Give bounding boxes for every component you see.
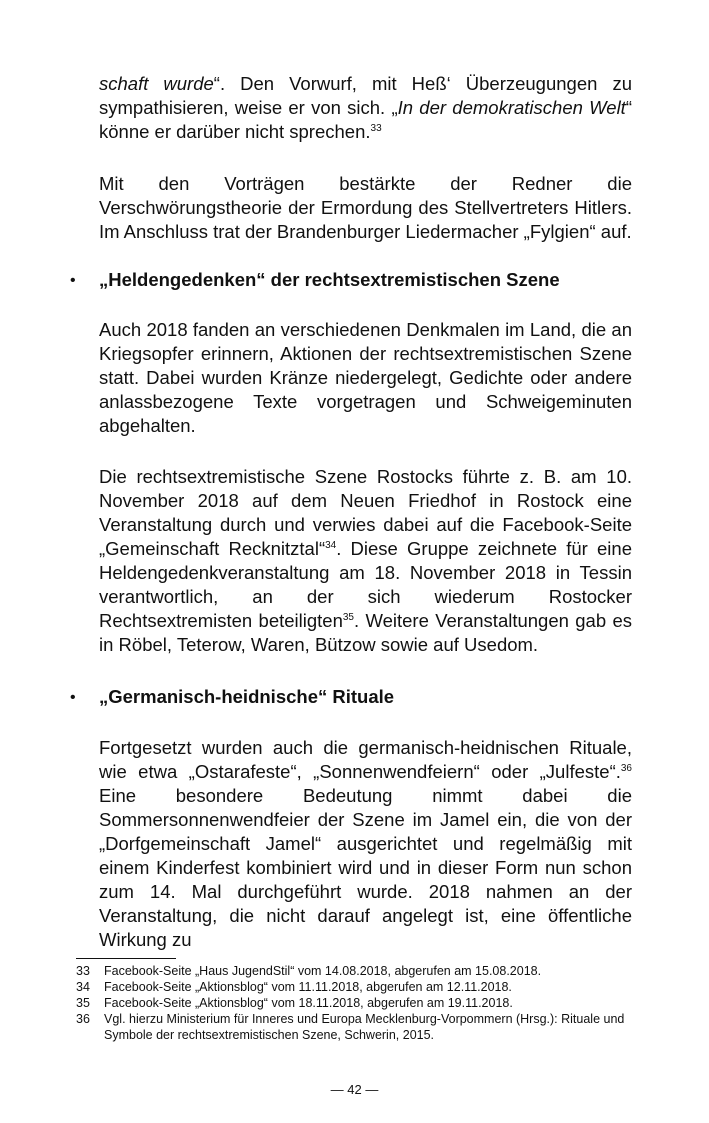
bullet-icon: • xyxy=(70,689,76,706)
bullet-icon: • xyxy=(70,272,76,289)
section-heading-heldengedenken: „Heldengedenken“ der rechtsextremistischen Szene xyxy=(99,269,560,290)
footnote-number: 34 xyxy=(76,980,90,994)
paragraph-denkmale: Auch 2018 fanden an verschiedenen Denkmalen im Land, die an Kriegsopfer erinnern, Aktionen der rechtsextremistischen Szene statt. Dabei wurden Kränze niedergelegt, Gedichte oder andere anlassbezogene Texte vorgetragen und Schweigeminuten abgehalten. xyxy=(99,319,632,436)
page-number: — 42 — xyxy=(330,1082,379,1097)
footnote-item xyxy=(76,979,656,995)
paragraph-rostock: Die rechtsextremistische Szene Rostocks führte z. B. am 10. November 2018 auf dem Neuen Friedhof in Rostock eine Veranstaltung durch und verwies dabei auf die Facebook-Seite „Gemeinschaft Recknitztal“$^{34}$. Diese Gruppe zeichnete für eine Heldengedenkveranstaltung am 18. November 2018 in Tessin verantwortlich, an der sich wiederum Rostocker Rechtsextremisten beteiligten$^{35}$. Weitere Veranstaltungen gab es in Röbel, Teterow, Waren, Bützow sowie auf Usedom. xyxy=(99,466,632,655)
footnote-divider xyxy=(76,958,176,959)
section-heading-rituale: „Germanisch-heidnische“ Rituale xyxy=(99,686,395,707)
footnote-item xyxy=(76,963,656,979)
paragraph-conspiracy: Mit den Vorträgen bestärkte der Redner die Verschwörungstheorie der Ermordung des Stellvertreters Hitlers. Im Anschluss trat der Brandenburger Liedermacher „Fylgien“ auf. xyxy=(99,173,632,242)
footnote-number: 36 xyxy=(76,1012,90,1026)
footnote-text: Facebook-Seite „Haus JugendStil“ vom 14.08.2018, abgerufen am 15.08.2018. xyxy=(104,964,542,978)
footnote-text: Vgl. hierzu Ministerium für Inneres und Europa Mecklenburg-Vorpommern (Hrsg.): Rituale und Symbole der rechtsextremistischen Szene, Schwerin, 2015. xyxy=(104,1012,625,1042)
footnote-text: Facebook-Seite „Aktionsblog“ vom 11.11.2018, abgerufen am 12.11.2018. xyxy=(104,980,512,994)
footnote-text: Facebook-Seite „Aktionsblog“ vom 18.11.2018, abgerufen am 19.11.2018. xyxy=(104,996,513,1010)
footnote-item xyxy=(76,1011,656,1043)
footnote-number: 33 xyxy=(76,964,90,978)
footnote-item xyxy=(76,995,656,1011)
footnotes xyxy=(76,963,656,1043)
footnote-ref-35[interactable]: 35 xyxy=(342,611,354,623)
paragraph-rituale: Fortgesetzt wurden auch die germanisch-heidnischen Rituale, wie etwa „Ostarafeste“, „Sonnenwendfeiern“ oder „Julfeste“.$^{36}$ Eine besondere Bedeutung nimmt dabei die Sommersonnenwendfeier der Szene im Jamel ein, die von der „Dorfgemeinschaft Jamel“ ausgerichtet und regelmäßig mit einem Kinderfest kombiniert wird und in dieser Form nun schon zum 14. Mal durchgeführt wurde. 2018 nahmen an der Veranstaltung, die nicht darauf angelegt ist, eine öffentliche Wirkung zu xyxy=(99,737,632,950)
footnote-number: 35 xyxy=(76,996,90,1010)
footnote-ref-34[interactable]: 34 xyxy=(325,539,337,551)
paragraph-hess-quote: schaft wurde“. Den Vorwurf, mit Heß‘ Überzeugungen zu sympathisieren, weise er von sich. „In der demokratischen Welt“ könne er darüber nicht sprechen.$^{33}$ xyxy=(99,73,632,142)
footnote-ref-33[interactable]: 33 xyxy=(370,122,382,134)
footnote-ref-36[interactable]: 36 xyxy=(620,762,632,774)
